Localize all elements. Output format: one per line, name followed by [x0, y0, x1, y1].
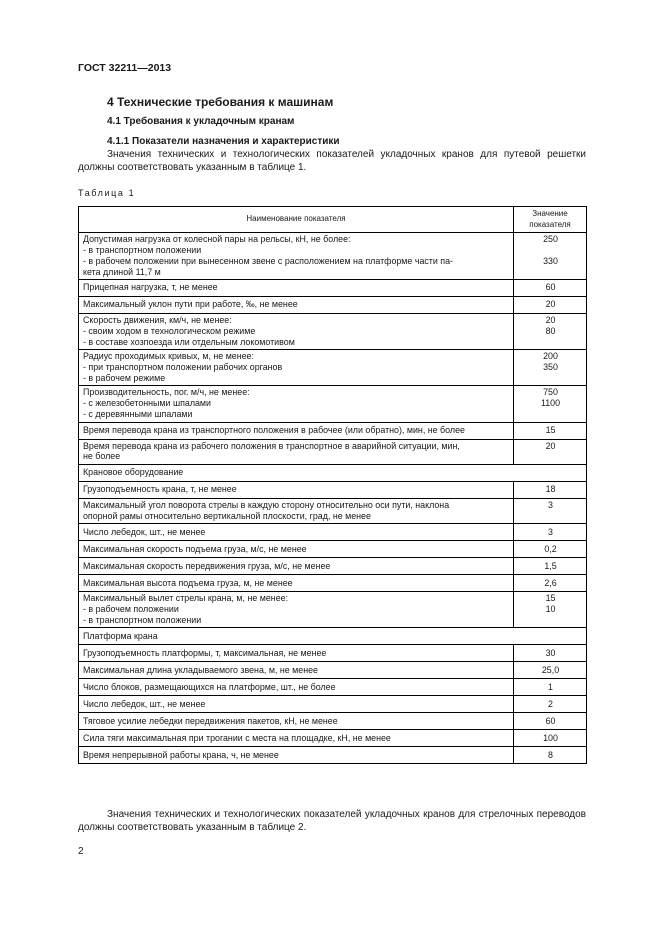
row-value: 20	[514, 297, 587, 314]
table-row	[79, 730, 587, 747]
table-row	[79, 314, 587, 350]
row-line: - в рабочем положении	[83, 604, 179, 615]
row-line: - при транспортном положении рабочих органов	[83, 362, 283, 373]
table-section-row	[79, 464, 587, 481]
row-name: Число лебедок, шт., не менее	[79, 524, 514, 541]
table-row	[79, 747, 587, 764]
row-name: Максимальная высота подъема груза, м, не менее	[79, 575, 514, 592]
intro-paragraph: Значения технических и технологических показателей укладочных кранов для путевой решетки должны соответствовать указанным в таблице 1.	[78, 149, 586, 173]
row-name: Тяговое усилие лебедки передвижения пакетов, кН, не менее	[79, 713, 514, 730]
row-name: Максимальная длина укладываемого звена, м, не менее	[79, 662, 514, 679]
table-row	[79, 541, 587, 558]
row-line: - с деревянными шпалами	[83, 408, 193, 419]
row-line: не более	[83, 451, 121, 462]
row-value	[514, 498, 587, 523]
row-line: - в рабочем режиме	[83, 372, 166, 383]
table-row	[79, 645, 587, 662]
row-line: кета длиной 11,7 м	[83, 266, 161, 277]
row-value: 1	[514, 679, 587, 696]
row-value: 100	[514, 730, 587, 747]
page-number: 2	[78, 846, 84, 857]
table-row	[79, 575, 587, 592]
row-name	[79, 498, 514, 523]
table-header-row	[79, 207, 587, 233]
row-line: Радиус проходимых кривых, м, не менее:	[83, 351, 254, 362]
section-label: Крановое оборудование	[79, 464, 587, 481]
row-value: 25,0	[514, 662, 587, 679]
row-name: Время перевода крана из транспортного положения в рабочее (или обратно), мин, не более	[79, 422, 514, 439]
table-row	[79, 233, 587, 280]
row-name: Число блоков, размещающихся на платформе, шт., не более	[79, 679, 514, 696]
row-value	[514, 350, 587, 386]
spec-table	[78, 206, 587, 764]
value-line: 1100	[540, 398, 561, 409]
subsection-title: 4.1 Требования к укладочным кранам	[107, 116, 295, 127]
row-name: Максимальный уклон пути при работе, ‰, не менее	[79, 297, 514, 314]
row-line: Максимальный вылет стрелы крана, м, не менее:	[83, 593, 289, 604]
subsubsection-title: 4.1.1 Показатели назначения и характеристики	[107, 136, 340, 147]
row-name	[79, 233, 514, 280]
row-value: 60	[514, 713, 587, 730]
value-line: 15	[545, 593, 556, 604]
row-name: Максимальная скорость передвижения груза, м/с, не менее	[79, 558, 514, 575]
table-row	[79, 662, 587, 679]
row-name: Сила тяги максимальная при трогании с места на площадке, кН, не менее	[79, 730, 514, 747]
value-line: 20	[545, 440, 556, 451]
row-value: 60	[514, 280, 587, 297]
row-line: - в транспортном положении	[83, 614, 202, 625]
row-line: Время перевода крана из рабочего положения в транспортное в аварийной ситуации, мин,	[83, 440, 460, 451]
row-value: 1,5	[514, 558, 587, 575]
row-value: 15	[514, 422, 587, 439]
row-name	[79, 350, 514, 386]
table-row	[79, 713, 587, 730]
row-line: - с железобетонными шпалами	[83, 398, 211, 409]
value-line: 80	[545, 325, 556, 336]
row-value: 3	[514, 524, 587, 541]
row-value	[514, 592, 587, 628]
table-section-row	[79, 628, 587, 645]
table-row	[79, 679, 587, 696]
row-name: Прицепная нагрузка, т, не менее	[79, 280, 514, 297]
table-row	[79, 422, 587, 439]
value-line: 350	[543, 362, 558, 373]
row-name	[79, 592, 514, 628]
table-row	[79, 350, 587, 386]
table-row	[79, 386, 587, 422]
table-row	[79, 439, 587, 464]
row-value: 18	[514, 481, 587, 498]
row-line: - в транспортном положении	[83, 245, 202, 256]
row-name: Время непрерывной работы крана, ч, не менее	[79, 747, 514, 764]
row-value	[514, 439, 587, 464]
table-row	[79, 592, 587, 628]
row-line: Допустимая нагрузка от колесной пары на рельсы, кН, не более:	[83, 234, 351, 245]
value-line: 20	[545, 315, 556, 326]
table-row	[79, 696, 587, 713]
row-value: 8	[514, 747, 587, 764]
row-line: - в рабочем положении при вынесенном звене с расположением на платформе части па-	[83, 255, 453, 266]
row-name: Грузоподъемность платформы, т, максимальная, не менее	[79, 645, 514, 662]
table-row	[79, 280, 587, 297]
table-row	[79, 481, 587, 498]
table-row	[79, 498, 587, 523]
table-caption: Таблица 1	[78, 188, 136, 198]
row-value: 2	[514, 696, 587, 713]
row-value	[514, 386, 587, 422]
document-header: ГОСТ 32211—2013	[78, 62, 172, 74]
value-line: 330	[543, 255, 558, 266]
row-line: Скорость движения, км/ч, не менее:	[83, 315, 232, 326]
header-value: Значение показателя	[514, 207, 587, 233]
section-label: Платформа крана	[79, 628, 587, 645]
value-line: 250	[543, 234, 558, 245]
row-name	[79, 439, 514, 464]
row-name	[79, 386, 514, 422]
value-line: 10	[545, 604, 556, 615]
row-name: Число лебедок, шт., не менее	[79, 696, 514, 713]
row-value: 0,2	[514, 541, 587, 558]
header-name: Наименование показателя	[79, 207, 514, 233]
table-row	[79, 558, 587, 575]
row-line: - в составе хозпоезда или отдельным локомотивом	[83, 336, 295, 347]
row-line: Максимальный угол поворота стрелы в каждую сторону относительно оси пути, наклона	[83, 499, 450, 510]
row-line: - своим ходом в технологическом режиме	[83, 325, 256, 336]
row-name	[79, 314, 514, 350]
value-line: 200	[543, 351, 558, 362]
value-line: 3	[548, 499, 553, 510]
row-line: Производительность, пог. м/ч, не менее:	[83, 387, 250, 398]
row-value	[514, 314, 587, 350]
row-line: опорной рамы относительно вертикальной плоскости, град, не менее	[83, 510, 371, 521]
outro-paragraph: Значения технических и технологических показателей укладочных кранов для стрелочных переводов должны соответствовать указанным в таблице 2.	[78, 809, 586, 833]
row-value	[514, 233, 587, 280]
table-row	[79, 524, 587, 541]
value-line: 750	[543, 387, 558, 398]
section-title: 4 Технические требования к машинам	[107, 95, 334, 109]
row-name: Грузоподъемность крана, т, не менее	[79, 481, 514, 498]
row-value: 2,6	[514, 575, 587, 592]
table-row	[79, 297, 587, 314]
row-name: Максимальная скорость подъема груза, м/с, не менее	[79, 541, 514, 558]
row-value: 30	[514, 645, 587, 662]
